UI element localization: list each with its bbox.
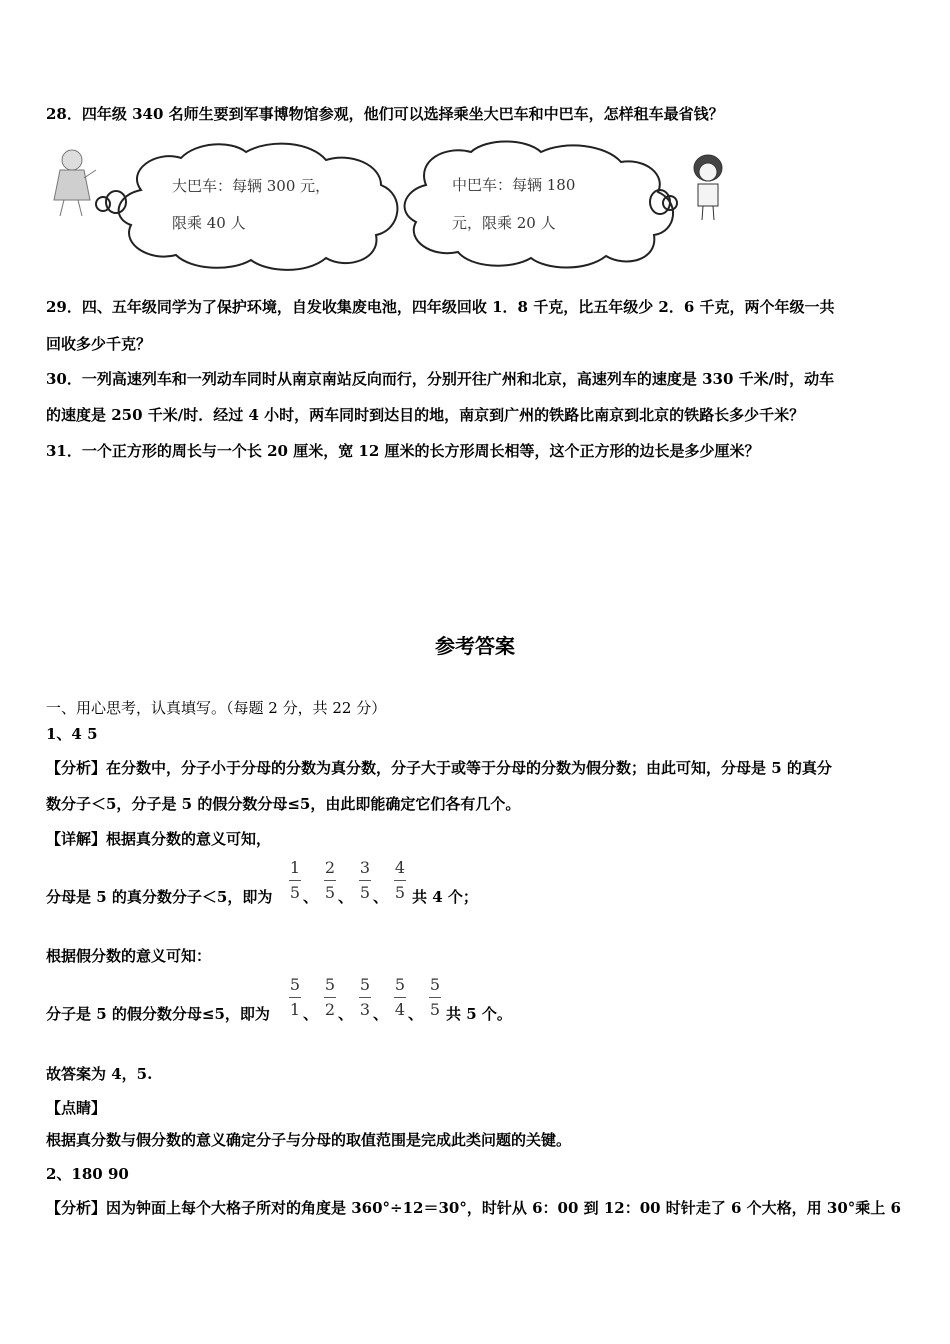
fraction <box>358 975 372 1020</box>
fraction-bar <box>289 880 301 881</box>
section-1-heading: 一、用心思考，认真填写。（每题 2 分，共 22 分） <box>46 699 387 717</box>
fraction-denominator: 3 <box>359 1000 371 1019</box>
fraction <box>358 858 372 903</box>
cloud-right-line1: 中巴车：每辆 180 <box>452 176 576 194</box>
fraction <box>323 858 337 903</box>
fraction-denominator: 5 <box>324 883 336 902</box>
answer-1-head: 1、4 5 <box>46 725 98 743</box>
fraction-separator: 、 <box>338 1005 354 1023</box>
answer-1-detail-label: 【详解】根据真分数的意义可知， <box>46 830 272 848</box>
cloud-right <box>405 142 673 268</box>
question-29-line2: 回收多少千克？ <box>46 335 152 353</box>
fraction-separator: 、 <box>303 1005 319 1023</box>
answer-1-conclusion: 故答案为 4，5. <box>46 1065 153 1083</box>
improper-intro: 根据假分数的意义可知： <box>46 947 212 965</box>
proper-fractions-prefix: 分母是 5 的真分数分子＜5，即为 <box>46 888 273 906</box>
fraction-numerator: 5 <box>324 975 336 994</box>
improper-fractions-prefix: 分子是 5 的假分数分母≤5，即为 <box>46 1005 270 1023</box>
fraction-numerator: 5 <box>289 975 301 994</box>
answer-2-analysis-line1: 【分析】因为钟面上每个大格子所对的角度是 360°÷12＝30°，时针从 6：00 到 12：00 时针走了 6 个大格，用 30°乘上 6 <box>46 1199 901 1217</box>
fraction-separator: 、 <box>373 888 389 906</box>
answer-1-analysis-line1: 【分析】在分数中，分子小于分母的分数为真分数，分子大于或等于分母的分数为假分数；由此可知，分母是 5 的真分 <box>46 759 832 777</box>
cloud-left-line2: 限乘 40 人 <box>172 214 246 232</box>
fraction-bar <box>394 997 406 998</box>
answer-title: 参考答案 <box>435 634 515 658</box>
boy-figure <box>694 155 722 220</box>
fraction-denominator: 5 <box>289 883 301 902</box>
answer-1-comment-label: 【点睛】 <box>46 1099 107 1117</box>
fraction-bar <box>324 997 336 998</box>
improper-fractions-suffix: 共 5 个。 <box>446 1005 512 1023</box>
cloud-right-line2: 元，限乘 20 人 <box>452 214 556 232</box>
fraction-bar <box>394 880 406 881</box>
fraction-denominator: 1 <box>289 1000 301 1019</box>
fraction-numerator: 5 <box>429 975 441 994</box>
fraction-bar <box>289 997 301 998</box>
answer-2-head: 2、180 90 <box>46 1165 129 1183</box>
fraction-separator: 、 <box>408 1005 424 1023</box>
fraction-denominator: 4 <box>394 1000 406 1019</box>
question-30-line1: 30．一列高速列车和一列动车同时从南京南站反向而行，分别开往广州和北京，高速列车的速度是 330 千米/时，动车 <box>46 370 835 388</box>
fraction-denominator: 2 <box>324 1000 336 1019</box>
fraction-bar <box>359 880 371 881</box>
fraction-separator: 、 <box>303 888 319 906</box>
fraction <box>288 975 302 1020</box>
fraction <box>393 975 407 1020</box>
fraction <box>288 858 302 903</box>
fraction-denominator: 5 <box>394 883 406 902</box>
answer-1-analysis-line2: 数分子＜5，分子是 5 的假分数分母≤5，由此即能确定它们各有几个。 <box>46 795 521 813</box>
fraction-bar <box>429 997 441 998</box>
question-30-line2: 的速度是 250 千米/时．经过 4 小时，两车同时到达目的地，南京到广州的铁路比南京到北京的铁路长多少千米？ <box>46 406 805 424</box>
answer-1-comment: 根据真分数与假分数的意义确定分子与分母的取值范围是完成此类问题的关键。 <box>46 1131 572 1149</box>
fraction-numerator: 5 <box>359 975 371 994</box>
fraction-denominator: 5 <box>429 1000 441 1019</box>
fraction-denominator: 5 <box>359 883 371 902</box>
fraction <box>393 858 407 903</box>
fraction <box>323 975 337 1020</box>
girl-figure <box>54 150 96 216</box>
question-31: 31．一个正方形的周长与一个长 20 厘米，宽 12 厘米的长方形周长相等，这个正方形的边长是多少厘米？ <box>46 442 760 460</box>
fraction <box>428 975 442 1020</box>
cloud-left <box>119 144 398 270</box>
question-28: 28．四年级 340 名师生要到军事博物馆参观，他们可以选择乘坐大巴车和中巴车，怎样租车最省钱？ <box>46 105 724 123</box>
fraction-numerator: 4 <box>394 858 406 877</box>
bus-illustration <box>46 140 746 280</box>
fraction-separator: 、 <box>338 888 354 906</box>
proper-fractions-suffix: 共 4 个； <box>412 888 478 906</box>
question-29-line1: 29．四、五年级同学为了保护环境，自发收集废电池，四年级回收 1．8 千克，比五年级少 2．6 千克，两个年级一共 <box>46 298 835 316</box>
cloud-left-line1: 大巴车：每辆 300 元， <box>172 177 331 195</box>
fraction-numerator: 1 <box>289 858 301 877</box>
fraction-numerator: 5 <box>394 975 406 994</box>
fraction-numerator: 2 <box>324 858 336 877</box>
fraction-bar <box>359 997 371 998</box>
fraction-numerator: 3 <box>359 858 371 877</box>
fraction-separator: 、 <box>373 1005 389 1023</box>
fraction-bar <box>324 880 336 881</box>
